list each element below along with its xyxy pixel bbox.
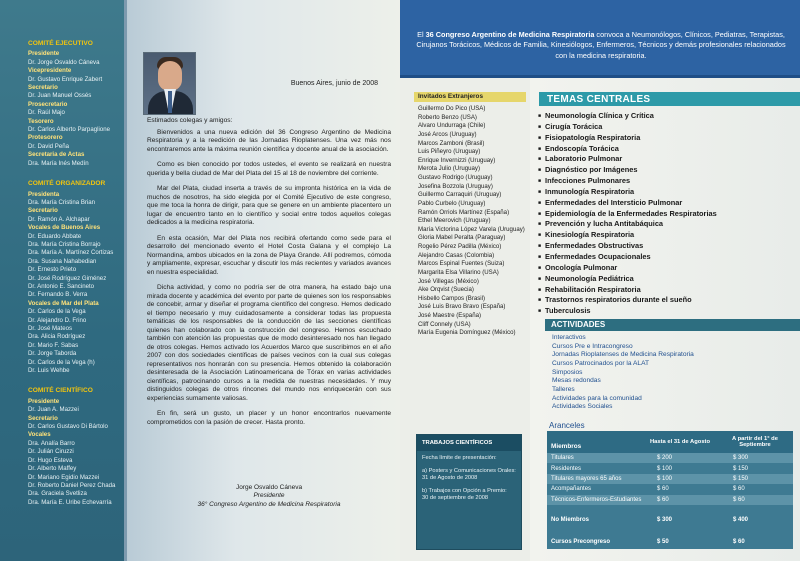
letter-paragraph: Como es bien conocido por todos ustedes, el evento se realizará en nuestra querida y bella ciudad de Mar del Plata del 15 al 18 de noviembre del corriente. <box>147 161 391 177</box>
table-cell: Residentes <box>551 465 582 472</box>
guest-item: Josefina Bozzola (Uruguay) <box>418 182 493 190</box>
guest-item: Guillermo Carraquiri (Uruguay) <box>418 191 502 199</box>
guest-item: Luis Piñeyro (Uruguay) <box>418 148 481 156</box>
guest-item: Ramón Orriols Martínez (España) <box>418 208 510 216</box>
bullet-icon: ■ <box>538 264 542 271</box>
tema-item <box>538 306 717 317</box>
committee-member: Dr. Raúl Majo <box>28 109 65 117</box>
committee-member: Dr. José Mateos <box>28 325 73 332</box>
tema-item <box>538 219 717 230</box>
actividad-item: Actividades Sociales <box>552 403 613 411</box>
table-cell: $ 200 <box>657 455 673 462</box>
tema-item <box>538 154 717 165</box>
letter-greeting: Estimados colegas y amigos: <box>147 117 233 124</box>
committee-member: Dr. Carlos de la Vega (h) <box>28 358 95 366</box>
tema-label: Fisiopatología Respiratoria <box>545 132 641 142</box>
guest-item: Enrique Invernizzi (Uruguay) <box>418 156 496 164</box>
letter-paragraph: Dicha actividad, y como no podría ser de otra manera, ha estado bajo una mirada docente y académica del evento por parte de quienes son los responsables de concebir, armar y diseñar el programa científico del congreso. Hemos dedicado el tiempo necesario y muy cuidadosamente a considerar todas las propuesta temáticas de los responsables de la conducción de las secciones científicas quienes han colaborado con la construcción del congreso. Hemos escuchado también con atención las propuestas que de modo desinteresado nos han llegado de otros colegas. Hemos activado los Acuerdos Marco que suscribimos en el año 2007 con dos sociedades científicas de países vecinos con la cual sus colegas representativos nos honrarán con su presencia. Hemos obtenido la colaboración desinteresada de la Asociación Latinoamericana de Tórax en varias actividades científicas, patrocinando cursos a la medida de nuestras necesidades. Y muy distinguidos colegas de otros rincones del mundo nos enriquecerán con sus experiencias sumamente valiosas. <box>147 284 391 402</box>
committee-role: Protesorero <box>28 134 63 142</box>
committee-member: Dr. Carlos de la Vega <box>28 308 86 316</box>
committee-section-title: COMITÉ CIENTÍFICO <box>28 387 93 395</box>
guest-item: Hisbello Campos (Brasil) <box>418 294 486 302</box>
tema-label: Tuberculosis <box>545 306 591 316</box>
committee-member: Dr. David Peña <box>28 142 69 150</box>
committee-member: Dr. Alejandro D. Frino <box>28 316 87 324</box>
guest-item: Alejandro Casas (Colombia) <box>418 251 495 259</box>
tema-label: Neumonología Clínica y Crítica <box>545 111 654 120</box>
tema-item <box>538 295 717 306</box>
committee-member: Dra. María E. Uribe Echevarría <box>28 498 112 506</box>
guest-item: Margarita Elsa Villarino (USA) <box>418 268 499 276</box>
bullet-icon: ■ <box>538 275 542 282</box>
actividad-item: Cursos Pre e Intracongreso <box>552 342 633 350</box>
welcome-letter <box>124 0 400 561</box>
bullet-icon: ■ <box>538 134 542 141</box>
committee-member: Dr. Ramón A. Alchapar <box>28 215 90 223</box>
guest-item: Cliff Connely (USA) <box>418 320 471 328</box>
tema-label: Enfermedades Obstructivas <box>545 241 644 251</box>
committee-role: Vocales <box>28 431 51 439</box>
actividades-list <box>552 334 694 412</box>
committee-member: Dr. José Rodríguez Giménez <box>28 274 107 282</box>
table-row <box>547 453 793 463</box>
committee-role: Presidente <box>28 50 60 58</box>
trabajos-line: 30 de septiembre de 2008 <box>422 495 489 502</box>
letter-paragraph: En esta ocasión, Mar del Plata nos recibirá ofertando como sede para el desarrollo del mencionado evento el Hotel Costa Galana y el complejo La Normandina, ambos ubicados en la zona de Playa Grande. Allí podremos, cómoda y ampliamente, expresar, escuchar y discutir los más recientes y variados avances en nuestra especialidad. <box>147 234 391 276</box>
committee-section-title: COMITÉ EJECUTIVO <box>28 40 93 47</box>
table-cell: $ 300 <box>733 455 749 462</box>
bullet-icon: ■ <box>538 167 542 174</box>
committee-column <box>0 0 124 561</box>
aranceles-title: Aranceles <box>549 421 585 430</box>
signature-event: 36° Congreso Argentino de Medicina Respiratoria <box>197 500 341 508</box>
committee-member: Dr. Eduardo Abbate <box>28 232 82 240</box>
banner-text: El 36 Congreso Argentino de Medicina Respiratoria convoca a Neumonólogos, Clínicos, Pediatras, Terapistas, Cirujanos Torácicos, Médicos de Familia, Kinesiólogos, Enfermeros, Técnicos y demás profesionales relacionados con la medicina respiratoria. <box>416 30 786 60</box>
committee-role: Presidenta <box>28 190 60 198</box>
committee-member: Dr. Carlos Gustavo Di Bártolo <box>28 423 108 431</box>
tema-label: Rehabilitación Respiratoria <box>545 284 641 294</box>
temas-list <box>538 111 717 317</box>
bullet-icon: ■ <box>538 253 542 260</box>
tema-label: Oncología Pulmonar <box>545 262 618 272</box>
committee-role: Vicepresidente <box>28 67 72 75</box>
tema-label: Prevención y lucha Antitabáquica <box>545 219 664 229</box>
foreign-guests-column <box>400 78 530 561</box>
tema-item <box>538 241 717 252</box>
trabajos-line: Fecha límite de presentación: <box>422 455 497 461</box>
table-cell: Titulares mayores 65 años <box>551 475 622 482</box>
trabajos-title: TRABAJOS CIENTÍFICOS <box>417 435 521 451</box>
guest-item: María Eugenia Domínguez (México) <box>418 329 516 337</box>
trabajos-cientificos-box <box>416 434 522 550</box>
tema-label: Enfermedades del Intersticio Pulmonar <box>545 197 683 207</box>
bullet-icon: ■ <box>538 123 542 130</box>
actividad-item: Mesas redondas <box>552 377 601 385</box>
guest-item: Gloria Mabel Peralta (Paraguay) <box>418 234 506 242</box>
table-row <box>547 495 793 505</box>
table-cell: $ 150 <box>733 475 749 482</box>
tema-item <box>538 122 717 133</box>
table-cell: $ 100 <box>657 475 673 482</box>
committee-member: Dr. Juan A. Mazzei <box>28 406 79 414</box>
tema-label: Endoscopía Torácica <box>545 143 619 153</box>
committee-member: Dra. María Cristina Brian <box>28 198 96 206</box>
bullet-icon: ■ <box>538 221 542 228</box>
committee-member: Dr. Ernesto Prieto <box>28 266 77 274</box>
bullet-icon: ■ <box>538 199 542 206</box>
committee-member: Dr. Juan Manuel Ossés <box>28 92 92 100</box>
bullet-icon: ■ <box>538 178 542 185</box>
tema-item <box>538 252 717 263</box>
table-row <box>547 484 793 494</box>
letter-paragraph: Bienvenidos a una nueva edición del 36 Congreso Argentino de Medicina Respiratoria y a la reedición de las Jornadas Rioplatenses. Una vez más nos encontraremos ante la máxima reunión científica y docente anual de la asociación. <box>147 128 391 153</box>
tema-item <box>538 230 717 241</box>
committee-member: Dr. Jorge Taborda <box>28 350 77 358</box>
guest-item: Rogelio Pérez Padilla (México) <box>418 243 502 250</box>
committee-member: Dr. Jorge Osvaldo Cáneva <box>28 58 100 66</box>
guest-item: José Maestre (España) <box>418 312 481 319</box>
committee-role: Vocales de Mar del Plata <box>28 299 99 307</box>
committee-member: Dr. Fernando B. Verra <box>28 291 88 299</box>
tema-item <box>538 187 717 198</box>
tema-label: Neumonología Pediátrica <box>545 273 634 283</box>
guest-item: Ethel Meerovich (Uruguay) <box>418 217 491 225</box>
table-row: Cursos Precongreso $ 50 $ 60 <box>551 538 745 545</box>
trabajos-line: 31 de Agosto de 2008 <box>422 475 478 482</box>
guest-item: José Villegas (México) <box>418 277 479 285</box>
committee-role: Secretaria de Actas <box>28 151 85 159</box>
tema-label: Epidemiología de la Enfermedades Respiratorias <box>545 208 717 218</box>
tema-label: Diagnóstico por Imágenes <box>545 165 638 175</box>
table-row: No Miembros $ 300 $ 400 <box>551 516 749 523</box>
tema-item <box>538 263 717 274</box>
guest-item: José Luis Bravo Bravo (España) <box>418 303 506 311</box>
tema-label: Inmunología Respiratoria <box>545 186 635 196</box>
committee-role: Secretario <box>28 207 58 215</box>
president-photo <box>143 52 196 115</box>
letter-body <box>147 117 391 434</box>
tema-label: Laboratorio Pulmonar <box>545 154 623 164</box>
temas-centrales-heading: TEMAS CENTRALES <box>539 92 800 106</box>
committee-section-title: COMITÉ ORGANIZADOR <box>28 180 106 188</box>
tema-label: Enfermedades Ocupacionales <box>545 251 651 261</box>
committee-member: Dr. Luis Wehbe <box>28 367 70 375</box>
committee-member: Dr. Gustavo Enrique Zabert <box>28 75 103 83</box>
committee-member: Dr. Julián Ciruzzi <box>28 448 74 456</box>
aranceles-table <box>547 431 793 549</box>
table-row <box>547 474 793 484</box>
actividad-item: Simposios <box>552 368 583 376</box>
committee-member: Dr. Hugo Esteva <box>28 456 73 464</box>
tema-item <box>538 198 717 209</box>
bullet-icon: ■ <box>538 297 542 304</box>
committee-member: Dr. Mariano Egidio Mazzei <box>28 473 100 481</box>
committee-member: Dra. Susana Nahabedian <box>28 257 97 265</box>
tema-label: Kinesiología Respiratoria <box>545 230 635 240</box>
actividad-item: Interactivos <box>552 334 586 341</box>
trabajos-line: b) Trabajos con Opción a Premio: <box>422 487 507 494</box>
committee-member: Dra. María Inés Medín <box>28 159 89 167</box>
committee-member: Dra. Analía Barro <box>28 439 75 447</box>
table-cell: $ 60 <box>657 496 669 503</box>
actividad-item: Actividades para la comunidad <box>552 394 642 402</box>
guest-item: Guillermo Do Pico (USA) <box>418 105 486 112</box>
committee-member: Dr. Mario F. Sabas <box>28 341 79 349</box>
bullet-icon: ■ <box>538 145 542 152</box>
table-cell: $ 100 <box>657 465 673 472</box>
tema-item <box>538 209 717 220</box>
table-row <box>547 463 793 473</box>
committee-member: Dra. Alicia Rodríguez <box>28 333 86 341</box>
bullet-icon: ■ <box>538 243 542 250</box>
actividades-heading: ACTIVIDADES <box>545 319 800 331</box>
guest-item: Gustavo Rodrigo (Uruguay) <box>418 174 493 181</box>
actividad-item: Talleres <box>552 385 575 393</box>
bullet-icon: ■ <box>538 232 542 239</box>
tema-label: Trastornos respiratorios durante el sueño <box>545 295 692 305</box>
committee-role: Secretario <box>28 84 58 92</box>
guest-item: Pablo Curbelo (Uruguay) <box>418 199 486 207</box>
guest-item: Merota Julio (Uruguay) <box>418 165 480 173</box>
tema-item <box>538 176 717 187</box>
table-header: Miembros Hasta el 31 de Agosto A partir del 1° de Septiembre <box>547 431 793 453</box>
tema-item <box>538 111 717 122</box>
table-cell: Titulares <box>551 455 574 462</box>
congress-banner <box>400 0 800 78</box>
guest-item: José Arcos (Uruguay) <box>418 130 477 138</box>
guest-item: Alvaro Undurraga (Chile) <box>418 122 486 130</box>
committee-role: Tesorero <box>28 117 54 125</box>
table-cell: Técnicos-Enfermeros-Estudiantes <box>551 496 642 503</box>
letter-signature <box>147 484 391 509</box>
bullet-icon: ■ <box>538 188 542 195</box>
tema-item <box>538 144 717 155</box>
tema-item <box>538 133 717 144</box>
banner-congress-name: 36 Congreso Argentino de Medicina Respiratoria <box>425 30 595 39</box>
guest-item: María Victorina López Varela (Uruguay) <box>418 225 525 233</box>
letter-paragraph: En fin, será un gusto, un placer y un honor encontrarlos nuevamente comprometidos con la pasión de crecer. Hasta pronto. <box>147 410 391 426</box>
committee-member: Dra. María A. Martínez Cortizas <box>28 249 114 257</box>
signature-title: Presidente <box>253 492 285 500</box>
bullet-icon: ■ <box>538 210 542 217</box>
trabajos-body <box>417 451 521 507</box>
tema-item <box>538 165 717 176</box>
table-cell: Acompañantes <box>551 486 592 493</box>
committee-member: Dr. Alberto Maffey <box>28 465 77 473</box>
committee-role: Secretario <box>28 414 58 422</box>
tema-item <box>538 274 717 285</box>
guests-list <box>418 105 525 338</box>
bullet-icon: ■ <box>538 286 542 293</box>
actividad-item: Cursos Patrocinados por la ALAT <box>552 359 649 367</box>
letter-paragraph: Mar del Plata, ciudad inserta a través de su impronta histórica en la vida de muchos de nosotros, ha sido elegida por el Comité Ejecutivo de este congreso, que me toca la honra de dirigir, para que se genere en un ambiente placentero un lugar de encuentro tanto en lo científico y social entre todos aquellos colegas dedicados a la medicina respiratoria. <box>147 185 391 226</box>
bullet-icon: ■ <box>538 113 542 119</box>
signature-name: Jorge Osvaldo Cáneva <box>235 484 303 491</box>
guest-item: Marcos Espinal Fuentes (Suiza) <box>418 260 505 268</box>
tema-label: Infecciones Pulmonares <box>545 176 631 186</box>
actividad-item: Jornadas Rioplatenses de Medicina Respiratoria <box>552 351 694 359</box>
tema-label: Cirugía Torácica <box>545 121 603 131</box>
committee-role: Prosecretario <box>28 100 68 108</box>
committee-member: Dr. Carlos Alberto Parpaglione <box>28 126 110 134</box>
letter-date: Buenos Aires, junio de 2008 <box>290 80 378 87</box>
committee-member: Dr. Roberto Daniel Perez Chada <box>28 481 116 489</box>
bullet-icon: ■ <box>538 156 542 163</box>
committee-role: Vocales de Buenos Aires <box>28 224 101 232</box>
committee-role: Presidente <box>28 397 60 405</box>
trabajos-line: a) Posters y Comunicaciones Orales: <box>422 467 516 474</box>
table-cell: $ 60 <box>733 496 745 503</box>
guests-title: Invitados Extranjeros <box>414 92 526 102</box>
bullet-icon: ■ <box>538 308 542 315</box>
guest-item: Marcos Zamboni (Brasil) <box>418 139 485 147</box>
guest-item: Roberto Benzo (USA) <box>418 113 477 121</box>
committee-member: Dr. Antonio E. Sancineto <box>28 282 95 290</box>
table-cell: $ 60 <box>657 486 669 493</box>
table-cell: $ 150 <box>733 465 749 472</box>
table-cell: $ 60 <box>733 486 745 493</box>
committee-member: Dra. Graciela Svetliza <box>28 490 87 498</box>
tema-item <box>538 285 717 296</box>
guest-item: Ake Orqvist (Suecia) <box>418 286 474 294</box>
committee-member: Dra. María Cristina Borrajo <box>28 240 101 248</box>
